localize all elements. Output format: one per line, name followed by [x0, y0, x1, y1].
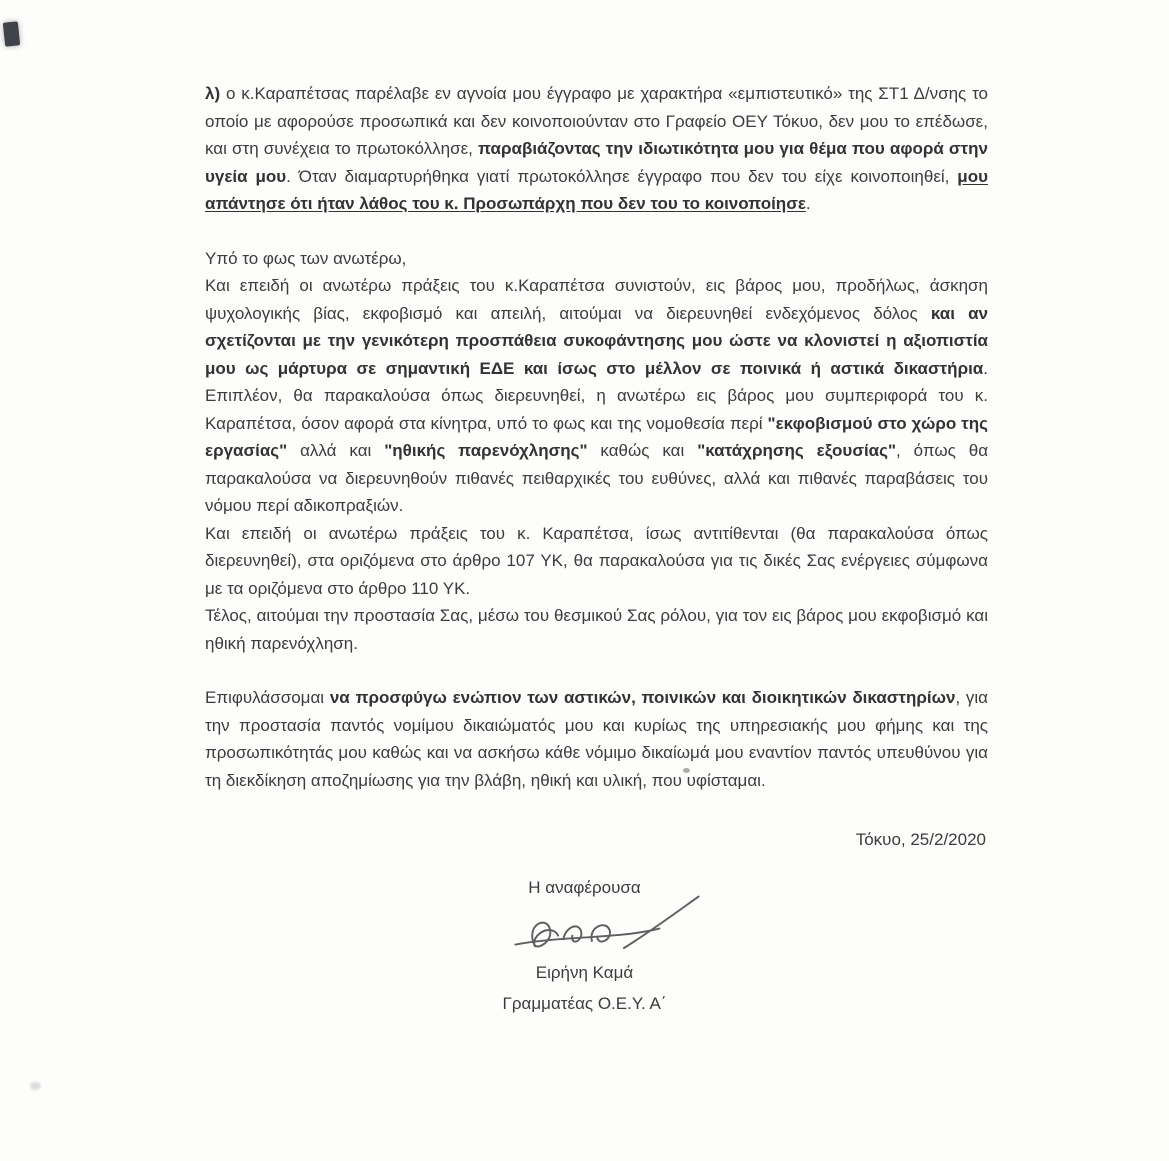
- text-run: "κατάχρησης εξουσίας": [697, 441, 897, 460]
- signature-handwriting-icon: [499, 893, 731, 973]
- signature-block: [193, 874, 976, 1018]
- date-line: [205, 826, 988, 854]
- signature-label: Η αναφέρουσα: [528, 877, 641, 897]
- text-run: και αν σχετίζονται με την γενικότερη προσπάθεια συκοφάντησης μου ώστε να κλονιστεί η αξιοπιστία μου ως μάρτυρα σε σημαντική ΕΔΕ και ίσως στο μέλλον σε ποινικά ή αστικά δικαστήρια: [205, 303, 988, 378]
- text-run: Επιφυλάσσομαι: [205, 688, 330, 707]
- text-run: .: [805, 194, 811, 213]
- signatory-name: Ειρήνη Καμά: [535, 963, 634, 982]
- text-run: παραβιάζοντας την ιδιωτικότητα μου για θέμα που αφορά στην υγεία μου: [205, 139, 988, 186]
- paragraph-requests: [205, 272, 988, 520]
- text-run: αλλά και: [287, 441, 385, 460]
- text-run: μου απάντησε ότι ήταν λάθος του κ. Προσωπάρχη που δεν του το κοινοποίησε: [205, 166, 988, 213]
- signatory-title: Γραμματέας Ο.Ε.Υ. Α΄: [502, 993, 667, 1013]
- text-run: , για την προστασία παντός νομίμου δικαιώματός μου και κυρίως της υπηρεσιακής μου φήμης και της προσωπικότητάς μου καθώς και να ασκήσω κάθε νόμιμο δικαίωμά μου εναντίον παντός υπευθύνου για τη διεκδίκηση αποζημίωσης για την βλάβη, ηθική και υλική, που υφίσταμαι.: [205, 688, 988, 790]
- paragraph-closing-request: [205, 602, 988, 657]
- text-run: ο κ.Καραπέτσας παρέλαβε εν αγνοία μου έγγραφο με χαρακτήρα «εμπιστευτικό» της ΣΤ1 Δ/νσης το οποίο με αφορούσε προσωπικά και δεν κοινοποιούνταν στο Γραφείο ΟΕΥ Τόκυο, δεν μου το επέδωσε, και στη συνέχεια το πρωτοκόλλησε,: [205, 84, 989, 158]
- paragraph-preamble: [205, 245, 988, 273]
- text-run: Τέλος, αιτούμαι την προστασία Σας, μέσω του θεσμικού Σας ρόλου, για τον εις βάρος μου εκφοβισμό και ηθική παρενόχληση.: [205, 606, 988, 653]
- text-run: Υπό το φως των ανωτέρω,: [205, 248, 407, 268]
- text-run: , όπως θα παρακαλούσα να διερευνηθούν πιθανές πειθαρχικές του ευθύνες, αλλά και πιθανές παραβάσεις του νόμου περί αδικοπραξιών.: [205, 441, 989, 515]
- text-run: Και επειδή οι ανωτέρω πράξεις του κ.Καραπέτσα συνιστούν, εις βάρος μου, προδήλως, άσκηση ψυχολογικής βίας, εκφοβισμό και απειλή, αιτούμαι να διερευνηθεί ενδεχόμενος δόλος: [205, 276, 988, 323]
- paragraph-reservation: [205, 684, 988, 794]
- text-run: . Όταν διαμαρτυρήθηκα γιατί πρωτοκόλλησε έγγραφο που δεν του είχε κοινοποιηθεί,: [286, 166, 958, 186]
- text-run: Και επειδή οι ανωτέρω πράξεις του κ. Καραπέτσα, ίσως αντιτίθενται (θα παρακαλούσα όπως διερευνηθεί), στα οριζόμενα στο άρθρο 107 ΥΚ, θα παρακαλούσα για τις δικές Σας ενέργειες σύμφωνα με τα οριζόμενα στο άρθρο 110 ΥΚ.: [205, 523, 988, 598]
- paragraph-lambda: [205, 80, 988, 218]
- date: Τόκυο, 25/2/2020: [855, 830, 986, 849]
- text-run: . Επιπλέον, θα παρακαλούσα όπως διερευνηθεί, η ανωτέρω εις βάρος μου συμπεριφορά του κ. Καραπέτσα, όσον αφορά στα κίνητρα, υπό το φως και της νομοθεσία περί: [205, 358, 988, 433]
- scan-artifact-corner: [3, 21, 20, 46]
- text-run: καθώς και: [587, 441, 698, 460]
- scan-artifact-smudge: [30, 1082, 41, 1090]
- letter-body: [205, 80, 988, 1017]
- text-run: "εκφοβισμού στο χώρο της εργασίας": [205, 413, 988, 460]
- text-run: να προσφύγω ενώπιον των αστικών, ποινικών και διοικητικών δικαστηρίων: [329, 688, 956, 707]
- text-run: "ηθικής παρενόχλησης": [384, 441, 588, 460]
- paragraph-article-107: [205, 520, 988, 603]
- text-run: λ): [205, 84, 226, 103]
